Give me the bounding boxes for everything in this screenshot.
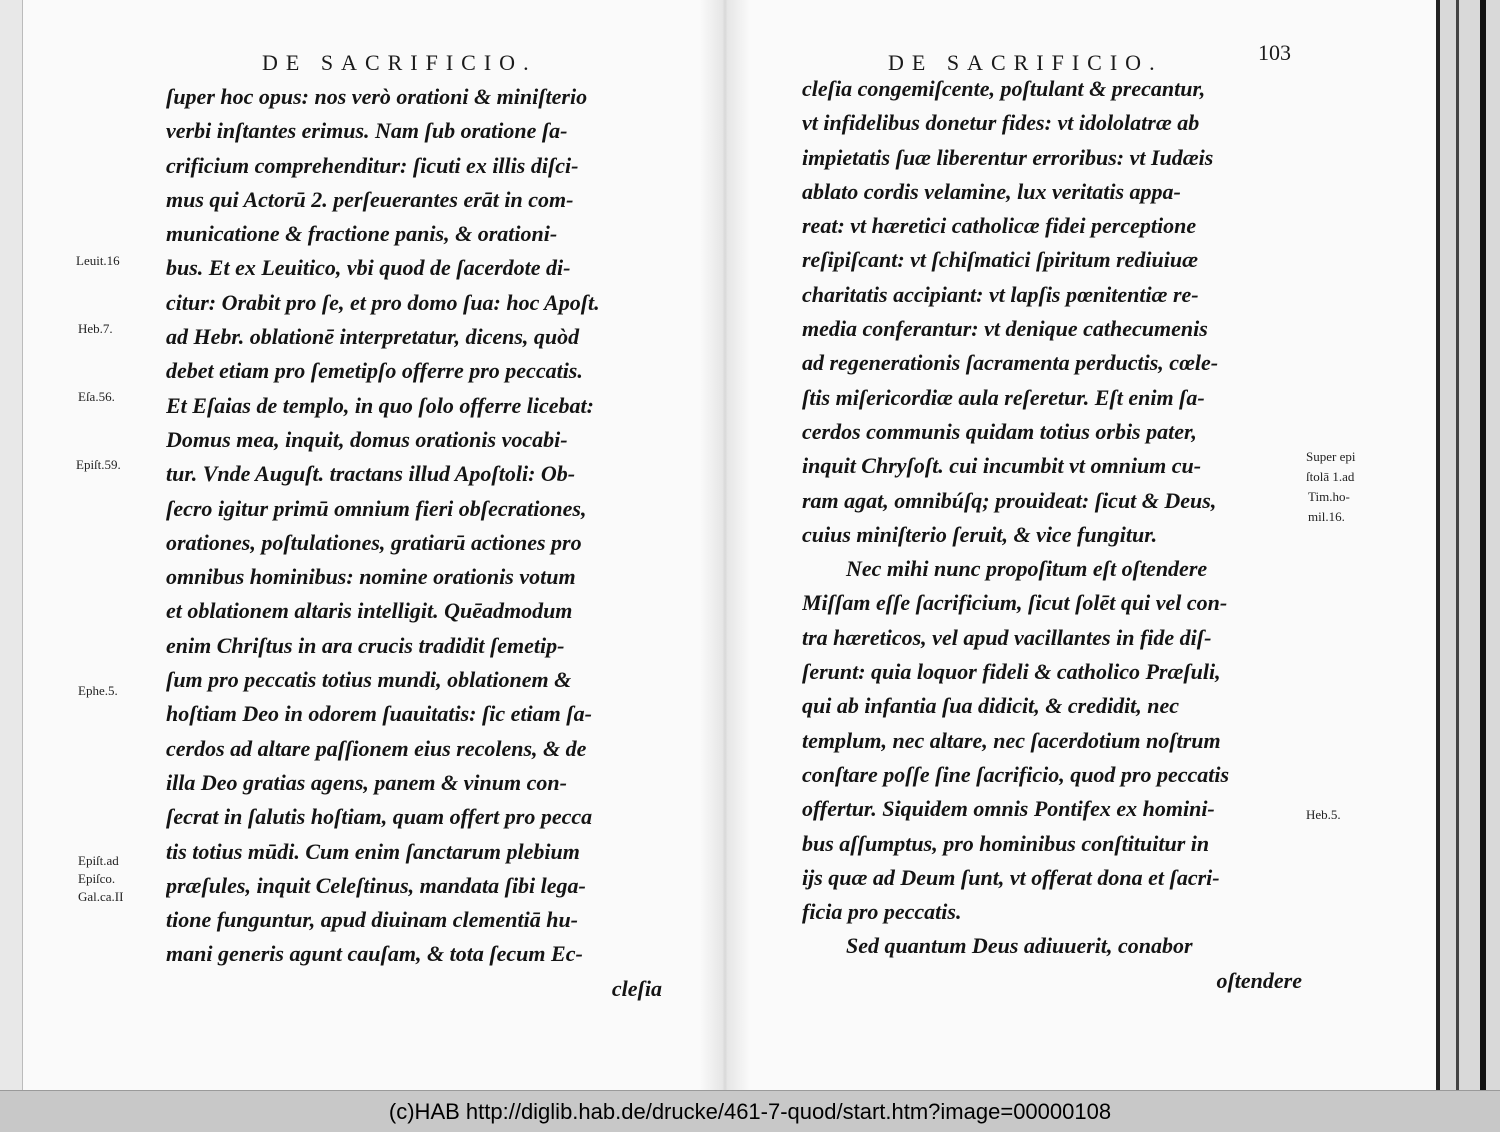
text-line: ram agat, omnibúſq; prouideat: ſicut & Deus, <box>802 487 1217 513</box>
margin-note-super: Super epi <box>1306 449 1356 464</box>
running-head: DE SACRIFICIO. <box>262 50 537 75</box>
margin-note-stola: ſtolā 1.ad <box>1306 469 1355 484</box>
text-line: vt infidelibus donetur fides: vt idololatræ ab <box>802 110 1200 136</box>
text-line: tur. Vnde Auguſt. tractans illud Apoſtoli: Ob- <box>166 461 576 487</box>
running-head: DE SACRIFICIO. <box>888 50 1163 75</box>
text-line: ad Hebr. oblationē interpretatur, dicens, quòd <box>166 324 580 350</box>
text-line: hoſtiam Deo in odorem ſuauitatis: ſic etiam ſa- <box>166 701 592 727</box>
text-line: offertur. Siquidem omnis Pontifex ex homini- <box>802 796 1215 822</box>
text-line: inquit Chryſoſt. cui incumbit vt omnium cu- <box>802 453 1202 479</box>
text-line: ſecro igitur primū omnium fieri obſecrationes, <box>166 495 587 521</box>
text-line: ſuper hoc opus: nos verò orationi & miniſterio <box>166 84 588 109</box>
margin-note-episco: Epiſco. <box>78 871 116 886</box>
text-line: ſum pro peccatis totius mundi, oblationem & <box>166 667 572 693</box>
text-line: impietatis ſuæ liberentur erroribus: vt Iudæis <box>802 144 1214 170</box>
text-line: et oblationem altaris intelligit. Quēadmodum <box>166 598 573 624</box>
text-line: bus. Et ex Leuitico, vbi quod de ſacerdote di- <box>166 255 571 281</box>
book-gutter <box>700 0 750 1090</box>
margin-note-mil: mil.16. <box>1308 509 1345 524</box>
text-line: Miſſam eſſe ſacrificium, ſicut ſolēt qui vel con- <box>802 590 1228 616</box>
text-line: illa Deo gratias agens, panem & vinum con- <box>166 769 567 795</box>
text-line: cuius miniſterio ſeruit, & vice fungitur. <box>802 521 1158 547</box>
text-line: qui ab infantia ſua didicit, & credidit, nec <box>802 693 1180 719</box>
text-line: media conferantur: vt denique cathecumenis <box>802 316 1208 342</box>
text-line: Domus mea, inquit, domus orationis vocabi- <box>166 426 568 452</box>
page-body <box>166 80 662 1006</box>
margin-note-leuit: Leuit.16 <box>76 253 120 268</box>
text-line: reat: vt hæretici catholicæ fidei perceptione <box>802 213 1197 239</box>
text-line: Et Eſaias de templo, in quo ſolo offerre licebat: <box>166 392 594 418</box>
margin-note-heb: Heb.7. <box>78 321 113 336</box>
copyright-footer: (c)HAB http://diglib.hab.de/drucke/461-7-quod/start.htm?image=00000108 <box>0 1090 1500 1132</box>
left-page <box>22 0 702 1090</box>
margin-note-tim: Tim.ho- <box>1308 489 1350 504</box>
text-line: municatione & fractione panis, & orationi- <box>166 221 558 247</box>
text-line: debet etiam pro ſemetipſo offerre pro peccatis. <box>166 358 583 384</box>
text-line: cleſia congemiſcente, poſtulant & precantur, <box>802 76 1206 101</box>
text-line: cerdos ad altare paſſionem eius recolens, & de <box>166 735 587 761</box>
right-page <box>752 0 1436 1090</box>
text-line: Sed quantum Deus adiuuerit, conabor <box>846 933 1193 959</box>
text-line: orationes, poſtulationes, gratiarū actiones pro <box>166 529 582 555</box>
text-line: ſtis miſericordiæ aula reſeretur. Eſt enim ſa- <box>802 384 1205 410</box>
text-line: ad regenerationis ſacramenta perductis, cœle- <box>802 350 1219 376</box>
text-line: templum, nec altare, nec ſacerdotium noſtrum <box>802 727 1221 753</box>
margin-note-esa: Eſa.56. <box>78 389 115 404</box>
text-line: bus aſſumptus, pro hominibus conſtituitur in <box>802 830 1210 856</box>
margin-note-heb5: Heb.5. <box>1306 807 1341 822</box>
text-line: ſerunt: quia loquor fideli & catholico Præſuli, <box>802 659 1221 685</box>
edge-line <box>1480 0 1486 1090</box>
page-body <box>802 72 1302 998</box>
text-line: præſules, inquit Celeſtinus, mandata ſibi lega- <box>166 872 586 898</box>
text-line: enim Chriſtus in ara crucis tradidit ſemetip- <box>166 632 565 658</box>
margin-note-gal: Gal.ca.II <box>78 889 124 904</box>
text-line: Nec mihi nunc propoſitum eſt oſtendere <box>846 556 1208 582</box>
text-line: ablato cordis velamine, lux veritatis appa- <box>802 178 1181 204</box>
text-line: omnibus hominibus: nomine orationis votum <box>166 564 576 590</box>
margin-note-epist-ad: Epiſt.ad <box>78 853 119 868</box>
margin-note-epist: Epiſt.59. <box>76 457 121 472</box>
edge-line <box>1456 0 1459 1090</box>
catchword: oſtendere <box>1216 967 1302 993</box>
text-line: conſtare poſſe ſine ſacrificio, quod pro peccatis <box>802 761 1230 787</box>
text-line: citur: Orabit pro ſe, et pro domo ſua: hoc Apoſt. <box>166 289 600 315</box>
text-line: verbi inſtantes erimus. Nam ſub oratione ſa- <box>166 118 568 144</box>
right-book-edge <box>1436 0 1500 1090</box>
text-line: tione funguntur, apud diuinam clementiā hu- <box>166 907 579 933</box>
text-line: ſecrat in ſalutis hoſtiam, quam offert pro pecca <box>166 804 593 830</box>
text-line: mani generis agunt cauſam, & tota ſecum Ec- <box>166 941 583 967</box>
text-line: cerdos communis quidam totius orbis pater, <box>802 418 1197 444</box>
text-line: tra hæreticos, vel apud vacillantes in fide diſ- <box>802 624 1212 650</box>
text-line: mus qui Actorū 2. perſeuerantes erāt in com- <box>166 186 574 212</box>
edge-line <box>1436 0 1440 1090</box>
text-line: tis totius mūdi. Cum enim ſanctarum plebium <box>166 838 580 864</box>
margin-note-ephe: Ephe.5. <box>78 683 118 698</box>
catchword: cleſia <box>611 975 662 1001</box>
text-line: ficia pro peccatis. <box>802 899 962 925</box>
page-number: 103 <box>1258 40 1291 65</box>
text-line: reſipiſcant: vt ſchiſmatici ſpiritum rediuiuæ <box>802 247 1198 273</box>
text-line: crificium comprehenditur: ſicuti ex illis diſci- <box>166 152 579 178</box>
left-book-edge <box>0 0 23 1090</box>
text-line: ijs quæ ad Deum ſunt, vt offerat dona et ſacri- <box>802 864 1220 890</box>
text-line: charitatis accipiant: vt lapſis pœnitentiæ re- <box>802 281 1199 307</box>
